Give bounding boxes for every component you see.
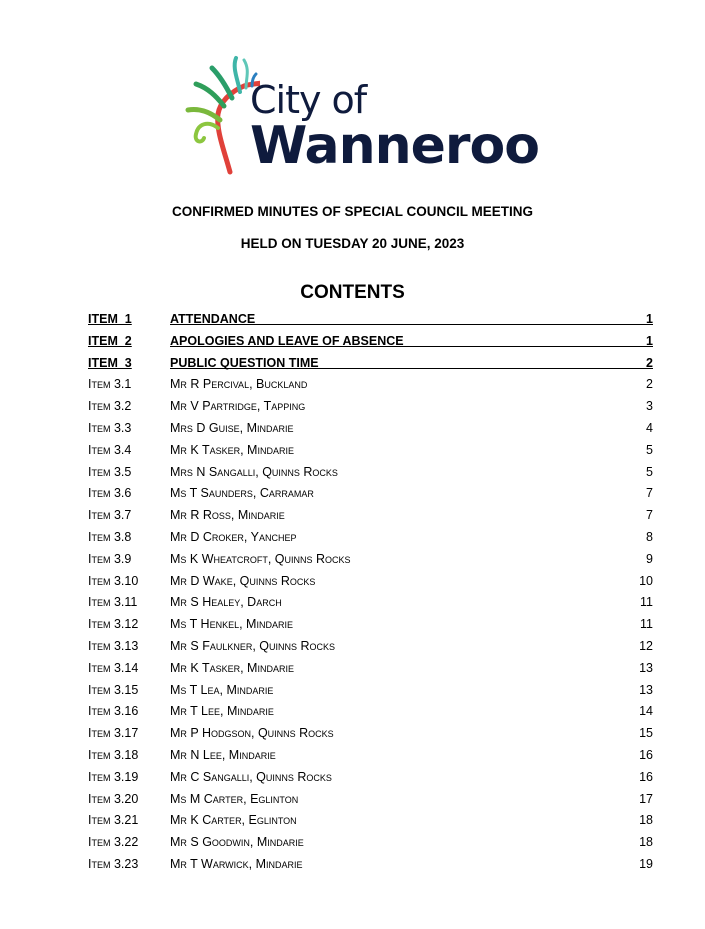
item-page: 3 (646, 399, 653, 414)
item-number: Item 3.22 (88, 835, 139, 850)
toc-sub-item[interactable] (88, 483, 653, 505)
toc-sub-item[interactable] (88, 832, 653, 854)
item-number: Item 3.21 (88, 813, 139, 828)
item-title: Mr C Sangalli, Quinns Rocks (170, 769, 332, 784)
item-title: PUBLIC QUESTION TIME (170, 355, 319, 370)
item-title: Mr S Goodwin, Mindarie (170, 835, 304, 850)
item-number: Item 3.4 (88, 442, 132, 457)
toc-sub-item[interactable] (88, 701, 653, 723)
item-page: 5 (646, 464, 653, 479)
item-page: 13 (639, 660, 653, 675)
item-title: APOLOGIES AND LEAVE OF ABSENCE (170, 333, 404, 348)
item-page: 10 (639, 573, 653, 588)
item-number: ITEM 1 (88, 312, 132, 326)
item-title: Mr P Hodgson, Quinns Rocks (170, 726, 334, 741)
item-title: Mr D Wake, Quinns Rocks (170, 573, 316, 588)
item-number: Item 3.13 (88, 638, 139, 653)
toc-sub-item[interactable] (88, 636, 653, 658)
item-title: Mr T Warwick, Mindarie (170, 856, 303, 871)
item-page: 9 (646, 551, 653, 566)
toc-sub-item[interactable] (88, 658, 653, 680)
item-page: 12 (639, 638, 653, 653)
item-title: Ms T Lea, Mindarie (170, 682, 274, 697)
toc-sub-item[interactable] (88, 745, 653, 767)
kangaroo-paw-icon (180, 50, 260, 180)
toc-sub-item[interactable] (88, 374, 653, 396)
item-page: 14 (639, 704, 653, 719)
item-number: Item 3.19 (88, 769, 139, 784)
item-number: ITEM 3 (88, 355, 132, 370)
item-number: Item 3.18 (88, 747, 139, 762)
item-title: Mr S Healey, Darch (170, 595, 282, 610)
item-title: Ms T Henkel, Mindarie (170, 617, 293, 632)
item-number: Item 3.2 (88, 399, 132, 414)
item-title: Ms T Saunders, Carramar (170, 486, 314, 501)
item-number: Item 3.10 (88, 573, 139, 588)
table-of-contents (88, 309, 653, 876)
item-title: Mrs D Guise, Mindarie (170, 420, 294, 435)
item-title: Mr R Ross, Mindarie (170, 508, 285, 523)
item-number: Item 3.6 (88, 486, 132, 501)
item-number: Item 3.8 (88, 529, 132, 544)
toc-sub-item[interactable] (88, 614, 653, 636)
toc-sub-item[interactable] (88, 680, 653, 702)
toc-sub-item[interactable] (88, 571, 653, 593)
city-of-wanneroo-logo (180, 50, 539, 180)
toc-sub-item[interactable] (88, 810, 653, 832)
item-title: Mr K Carter, Eglinton (170, 813, 297, 828)
item-page: 18 (639, 813, 653, 828)
item-number: Item 3.1 (88, 377, 132, 392)
item-page: 16 (639, 747, 653, 762)
item-page: 8 (646, 529, 653, 544)
item-title: Mrs N Sangalli, Quinns Rocks (170, 464, 338, 479)
item-title: ATTENDANCE (170, 312, 256, 326)
toc-main-item[interactable] (88, 331, 653, 353)
toc-sub-item[interactable] (88, 396, 653, 418)
item-number: Item 3.7 (88, 508, 132, 523)
toc-main-item[interactable] (88, 353, 653, 375)
item-number: Item 3.23 (88, 856, 139, 871)
logo-city-of: City of (250, 78, 367, 122)
toc-sub-item[interactable] (88, 527, 653, 549)
item-number: Item 3.15 (88, 682, 139, 697)
item-title: Mr V Partridge, Tapping (170, 399, 306, 414)
contents-heading: CONTENTS (300, 282, 405, 303)
item-page: 1 (646, 333, 653, 348)
toc-sub-item[interactable] (88, 723, 653, 745)
item-page: 2 (646, 377, 653, 392)
item-page: 5 (646, 442, 653, 457)
item-page: 2 (646, 355, 653, 370)
item-number: Item 3.11 (88, 595, 138, 610)
item-page: 18 (639, 835, 653, 850)
item-title: Mr K Tasker, Mindarie (170, 442, 294, 457)
item-number: Item 3.20 (88, 791, 139, 806)
item-number: Item 3.17 (88, 726, 139, 741)
item-page: 11 (640, 617, 653, 632)
item-title: Mr N Lee, Mindarie (170, 747, 276, 762)
item-title: Mr T Lee, Mindarie (170, 704, 274, 719)
item-title: Mr R Percival, Buckland (170, 377, 308, 392)
item-page: 7 (646, 486, 653, 501)
toc-sub-item[interactable] (88, 767, 653, 789)
toc-sub-item[interactable] (88, 505, 653, 527)
item-page: 13 (639, 682, 653, 697)
toc-sub-item[interactable] (88, 854, 653, 876)
item-number: Item 3.14 (88, 660, 139, 675)
item-page: 11 (640, 595, 653, 610)
toc-sub-item[interactable] (88, 440, 653, 462)
item-title: Ms M Carter, Eglinton (170, 791, 299, 806)
item-page: 1 (646, 312, 653, 326)
meeting-date: HELD ON TUESDAY 20 JUNE, 2023 (240, 236, 465, 251)
item-page: 16 (639, 769, 653, 784)
item-number: Item 3.16 (88, 704, 139, 719)
logo-wanneroo: Wanneroo (250, 116, 539, 176)
item-title: Mr D Croker, Yanchep (170, 529, 297, 544)
item-title: Mr S Faulkner, Quinns Rocks (170, 638, 336, 653)
item-number: Item 3.9 (88, 551, 132, 566)
item-page: 15 (639, 726, 653, 741)
item-title: Ms K Wheatcroft, Quinns Rocks (170, 551, 351, 566)
toc-main-item[interactable] (88, 309, 653, 331)
item-number: Item 3.3 (88, 420, 132, 435)
item-page: 17 (639, 791, 653, 806)
toc-sub-item[interactable] (88, 549, 653, 571)
item-title: Mr K Tasker, Mindarie (170, 660, 294, 675)
toc-sub-item[interactable] (88, 418, 653, 440)
toc-sub-item[interactable] (88, 789, 653, 811)
item-page: 7 (646, 508, 653, 523)
document-title: CONFIRMED MINUTES OF SPECIAL COUNCIL MEETING (171, 204, 533, 219)
toc-sub-item[interactable] (88, 592, 653, 614)
item-number: ITEM 2 (88, 333, 132, 348)
item-page: 19 (639, 856, 653, 871)
item-number: Item 3.12 (88, 617, 139, 632)
item-number: Item 3.5 (88, 464, 132, 479)
item-page: 4 (646, 420, 653, 435)
toc-sub-item[interactable] (88, 462, 653, 484)
